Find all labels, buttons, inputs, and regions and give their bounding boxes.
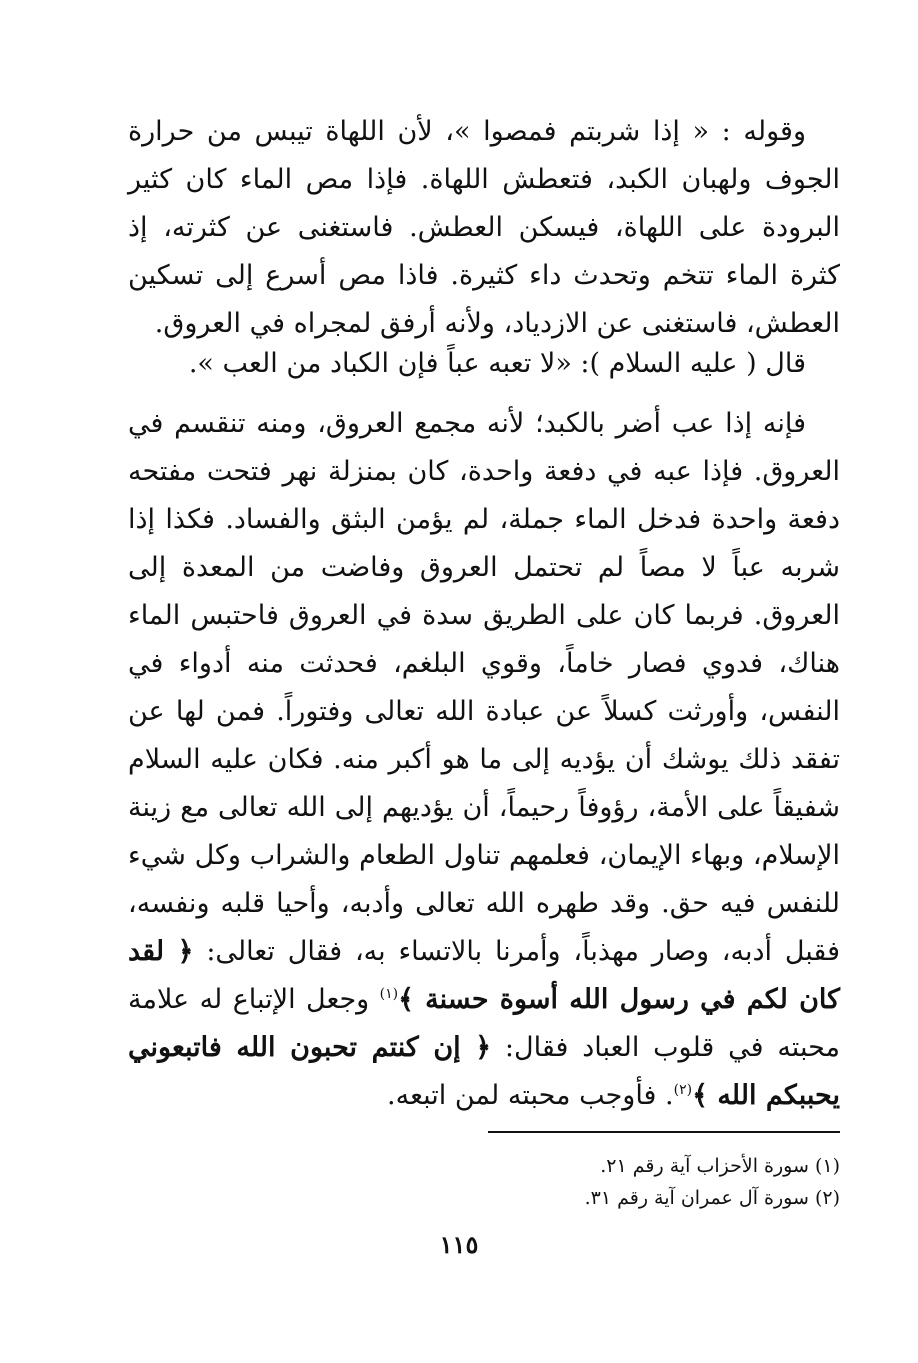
page-number: ١١٥ <box>439 1230 479 1259</box>
paragraph-drinking-sipping: وقوله : « إذا شربتم فمصوا »، لأن اللهاة تيبس من حرارة الجوف ولهبان الكبد، فتعطش اللهاة. فإذا مص الماء كان كثير البرودة على اللهاة، فيسكن العطش. فاستغنى عن كثرته، إذ كثرة الماء تتخم وتحدث داء كثيرة. فاذا مص أسرع إلى تسكين العطش، فاستغنى عن الازدياد، ولأنه أرفق لمجراه في العروق. <box>128 116 840 339</box>
footnote-1: (١) سورة الأحزاب آية رقم ٢١. <box>600 1155 840 1177</box>
footnote-reference-1[interactable]: (١) <box>379 986 399 1002</box>
footnote-divider <box>488 1131 840 1133</box>
footnote-2: (٢) سورة آل عمران آية رقم ٣١. <box>584 1187 840 1209</box>
paragraph-text: وجعل الإتباع له علامة محبته في قلوب العباد فقال: <box>128 984 840 1063</box>
quran-verse-al-imran: ﴿ إن كنتم تحبون الله فاتبعوني يحببكم الله ﴾ <box>128 1032 840 1111</box>
paragraph-text: فإنه إذا عب أضر بالكبد؛ لأنه مجمع العروق، ومنه تنقسم في العروق. فإذا عبه في دفعة واحدة، كان بمنزلة نهر فتحت مفتحه دفعة واحدة فدخل الماء جملة، لم يؤمن البثق والفساد. فكذا إذا شربه عباً لا مصاً لم تحتمل العروق وفاضت من المعدة إلى العروق. فربما كان على الطريق سدة في العروق فاحتبس الماء هناك، فدوي فصار خاماً، وقوي البلغم، فحدثت منه أدواء في النفس، وأورثت كسلاً عن عبادة الله تعالى وفتوراً. فمن لها عن تفقد ذلك يوشك أن يؤديه إلى ما هو أكبر منه. فكان عليه السلام شفيقاً على الأمة، رؤوفاً رحيماً، أن يؤديهم إلى الله تعالى مع زينة الإسلام، وبهاء الإيمان، فعلمهم تناول الطعام والشراب وكل شيء للنفس فيه حق. وقد طهره الله تعالى وأدبه، وأحيا قلبه ونفسه، فقبل أدبه، وصار مهذباً، وأمرنا بالاتساء به، فقال تعالى: <box>128 408 840 967</box>
paragraph-hadith-quote: قال ( عليه السلام ): «لا تعبه عباً فإن الكباد من العب ». <box>188 348 806 379</box>
footnotes-section <box>420 1150 840 1214</box>
paragraph-explanation <box>128 400 840 1120</box>
footnote-reference-2[interactable]: (٢) <box>673 1082 693 1098</box>
paragraph-text: . فأوجب محبته لمن اتبعه. <box>387 1080 674 1111</box>
quran-verse-ahzab: ﴿ لقد كان لكم في رسول الله أسوة حسنة ﴾ <box>128 936 840 1015</box>
